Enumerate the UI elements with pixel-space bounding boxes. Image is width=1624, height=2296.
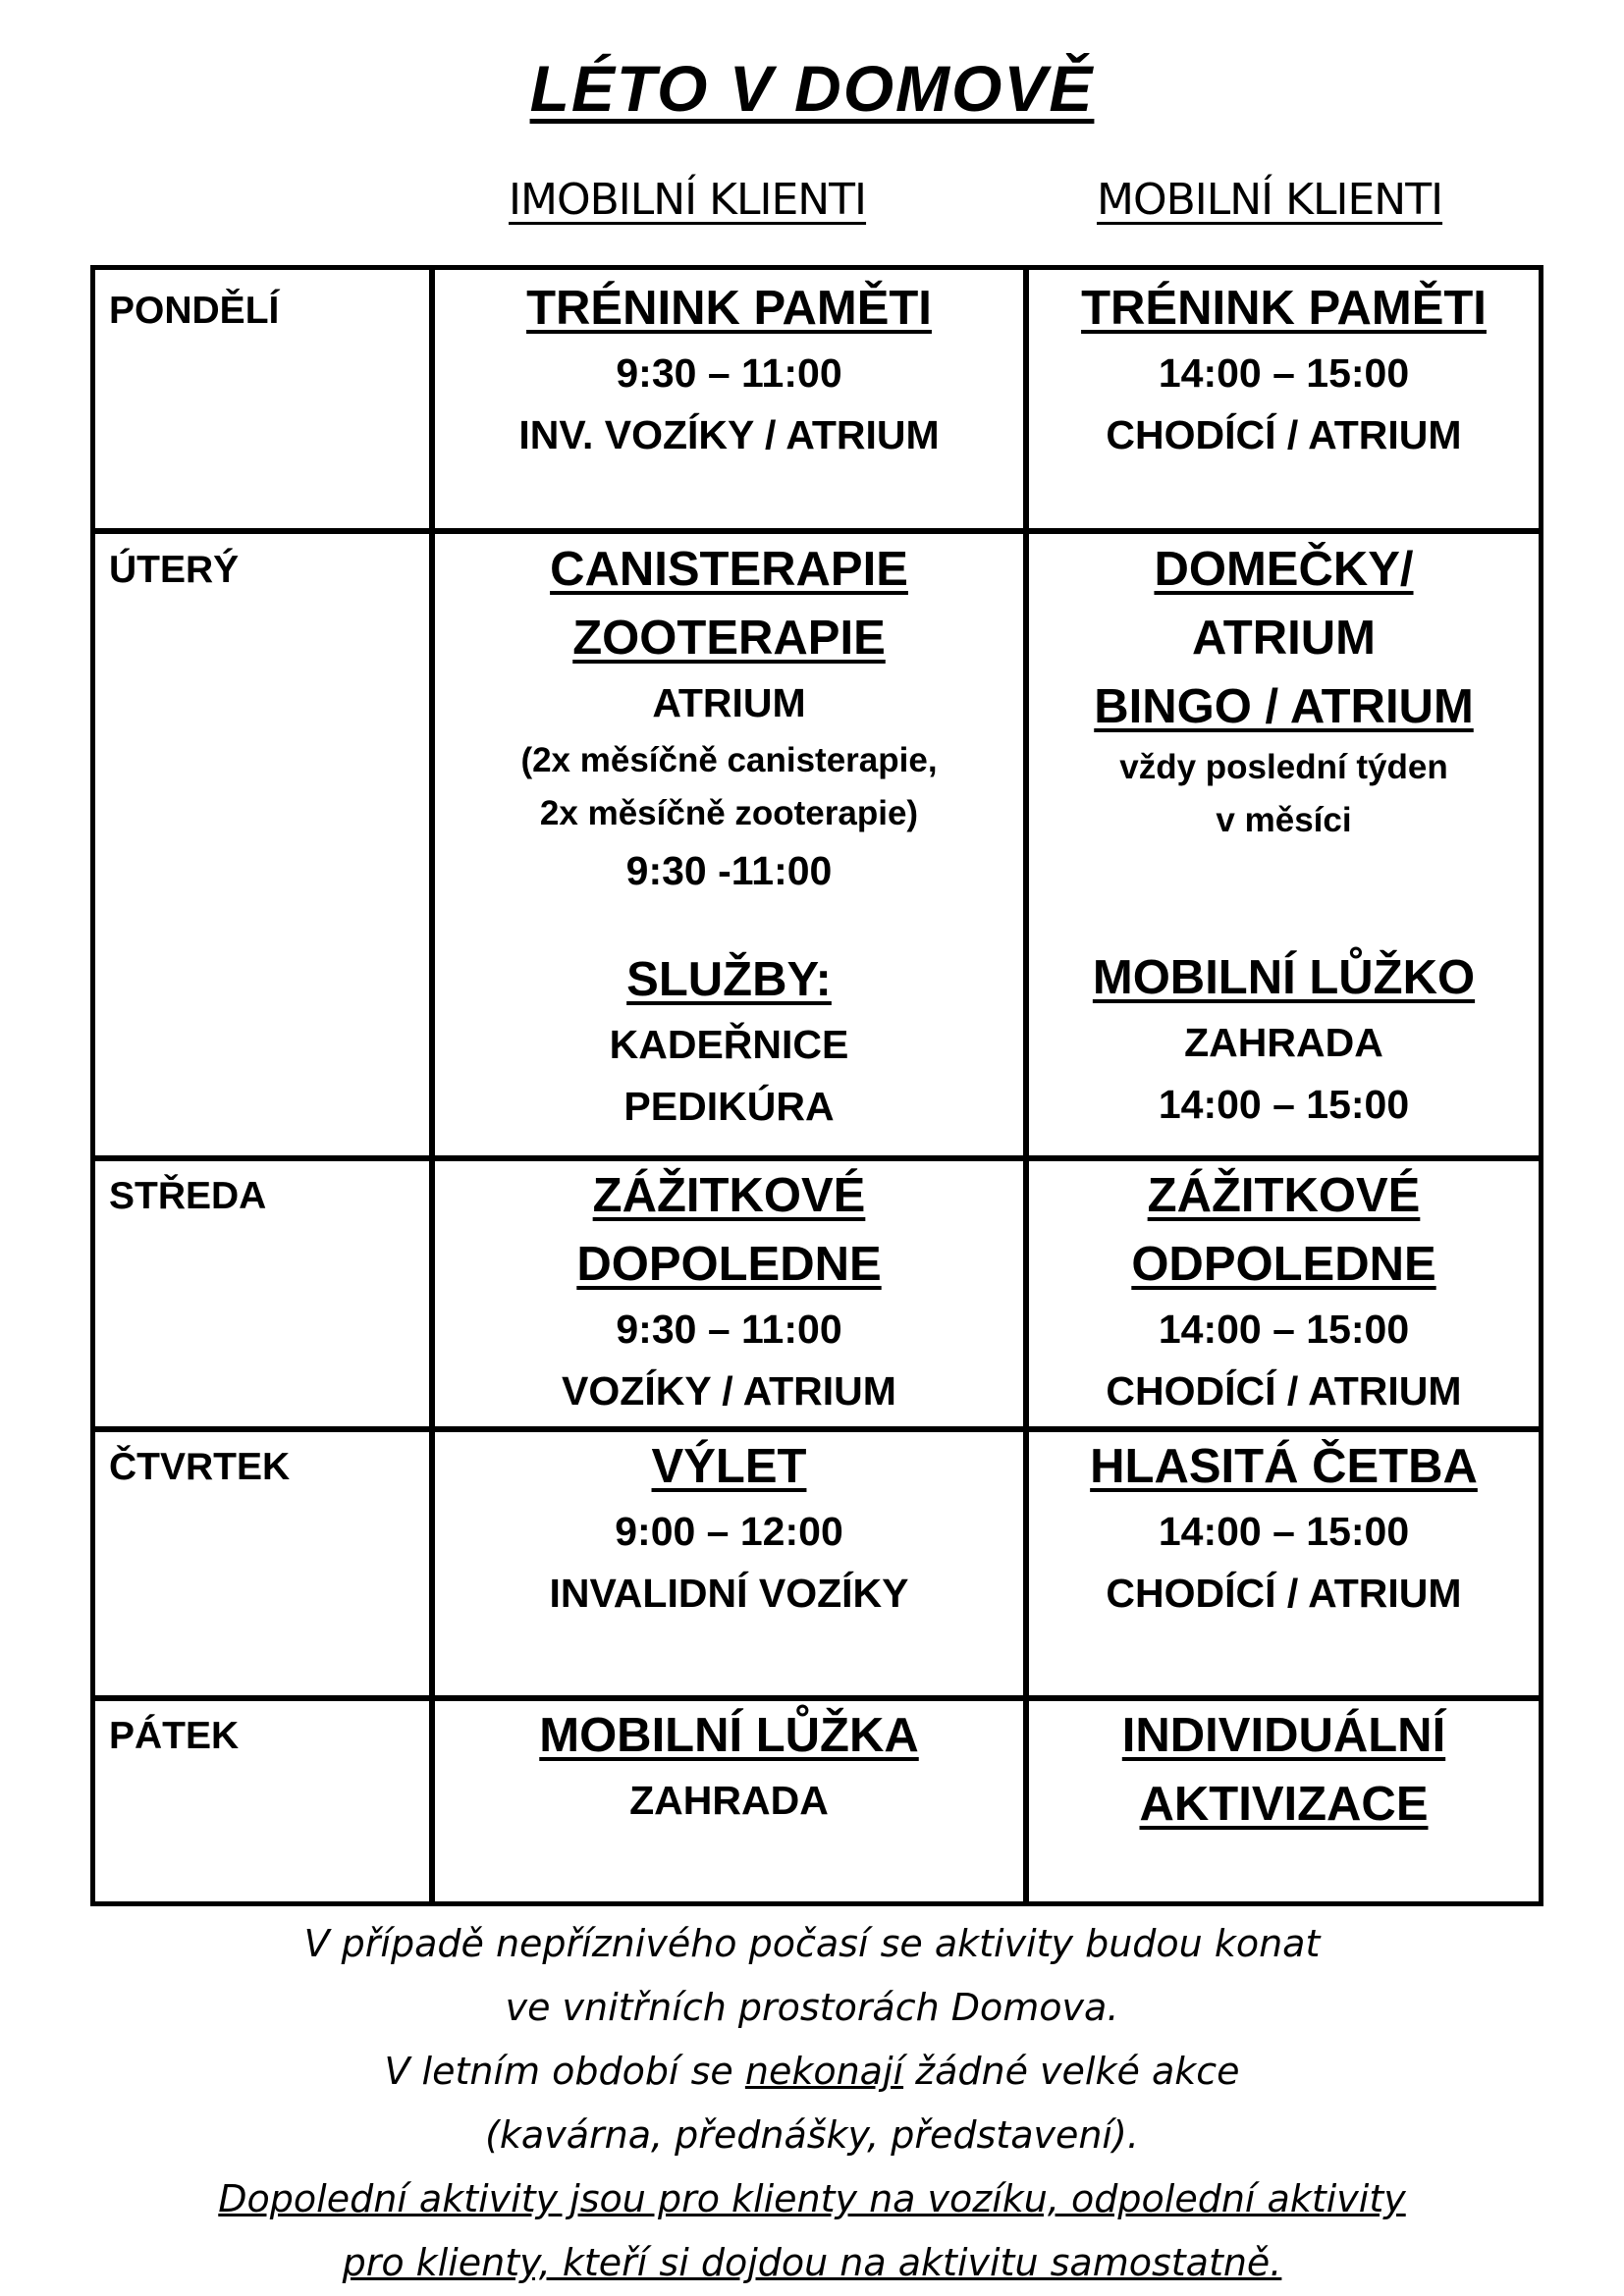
activity-title: INDIVIDUÁLNÍ — [1121, 1709, 1446, 1762]
activity-time: 9:00 – 12:00 — [615, 1509, 843, 1554]
activity-note: 2x měsíčně zooterapie) — [539, 794, 919, 832]
cell-thursday-immobile — [435, 1432, 1023, 1625]
footer-line: V případě nepříznivého počasí se aktivity budou konat — [303, 1922, 1321, 1965]
activity-title: TRÉNINK PAMĚTI — [526, 282, 932, 335]
day-label-wednesday: STŘEDA — [109, 1175, 267, 1217]
activity-title: AKTIVIZACE — [1139, 1778, 1429, 1831]
services-title: SLUŽBY: — [626, 953, 832, 1006]
activity-time: 14:00 – 15:00 — [1158, 1509, 1410, 1554]
activity-title: BINGO / ATRIUM — [1094, 680, 1474, 733]
activity-place: INV. VOZÍKY / ATRIUM — [518, 412, 940, 457]
cell-friday-immobile — [435, 1701, 1023, 1832]
activity-title: MOBILNÍ LŮŽKO — [1092, 951, 1476, 1004]
activity-title: DOMEČKY/ — [1154, 543, 1414, 596]
activity-place: ATRIUM — [652, 680, 806, 725]
activity-title: ODPOLEDNE — [1131, 1238, 1436, 1291]
cell-wednesday-mobile — [1029, 1161, 1539, 1422]
activity-place: VOZÍKY / ATRIUM — [562, 1368, 896, 1414]
activity-time: 9:30 -11:00 — [625, 848, 833, 893]
activity-title: ZÁŽITKOVÉ — [592, 1169, 866, 1222]
activity-title: DOPOLEDNE — [576, 1238, 882, 1291]
activity-place: CHODÍCÍ / ATRIUM — [1106, 412, 1462, 457]
activity-note: vždy poslední týden — [1119, 748, 1448, 786]
activity-title: CANISTERAPIE — [550, 543, 908, 596]
activity-note: v měsíci — [1216, 801, 1352, 839]
activity-title: ZÁŽITKOVÉ — [1147, 1169, 1421, 1222]
activity-time: 14:00 – 15:00 — [1158, 1082, 1410, 1127]
activity-note: (2x měsíčně canisterapie, — [520, 741, 938, 779]
cell-wednesday-immobile — [435, 1161, 1023, 1422]
activity-place: CHODÍCÍ / ATRIUM — [1106, 1571, 1462, 1616]
cell-thursday-mobile — [1029, 1432, 1539, 1625]
column-header-mobile: MOBILNÍ KLIENTI — [1097, 175, 1443, 225]
footer-text: žádné velké akce — [903, 2050, 1240, 2093]
cell-tuesday-immobile — [435, 535, 1023, 1138]
day-label-friday: PÁTEK — [109, 1715, 240, 1757]
activity-place: INVALIDNÍ VOZÍKY — [549, 1571, 909, 1616]
day-label-tuesday: ÚTERÝ — [109, 549, 240, 591]
column-header-immobile: IMOBILNÍ KLIENTI — [509, 175, 867, 225]
page-title: LÉTO V DOMOVĚ — [529, 52, 1095, 125]
footer-line — [0, 2040, 1624, 2104]
activity-title: MOBILNÍ LŮŽKA — [539, 1709, 919, 1762]
activity-title: TRÉNINK PAMĚTI — [1081, 282, 1487, 335]
activity-place: ZAHRADA — [1184, 1020, 1383, 1065]
footer-line: ve vnitřních prostorách Domova. — [505, 1986, 1119, 2029]
cell-tuesday-mobile — [1029, 535, 1539, 1136]
footer-text: V letním období se — [384, 2050, 745, 2093]
footer-line: (kavárna, přednášky, představení). — [485, 2113, 1139, 2157]
activity-place: CHODÍCÍ / ATRIUM — [1106, 1368, 1462, 1414]
activity-title: HLASITÁ ČETBA — [1090, 1440, 1478, 1493]
footer-emphasis: nekonají — [744, 2050, 904, 2093]
footer-line-underlined: Dopolední aktivity jsou pro klienty na vozíku, odpolední aktivity — [218, 2177, 1406, 2220]
service-item: KADEŘNICE — [609, 1022, 849, 1067]
schedule-table — [90, 265, 1543, 1906]
activity-time: 14:00 – 15:00 — [1158, 1307, 1410, 1352]
activity-place: ATRIUM — [1192, 612, 1376, 665]
service-item: PEDIKÚRA — [623, 1084, 835, 1129]
footer-notes — [0, 1912, 1624, 2295]
row-divider — [95, 528, 1539, 534]
activity-title: VÝLET — [651, 1440, 807, 1493]
activity-time: 9:30 – 11:00 — [616, 1307, 842, 1352]
footer-line-underlined: pro klienty, kteří si dojdou na aktivitu samostatně. — [342, 2241, 1282, 2284]
cell-monday-mobile — [1029, 274, 1539, 466]
activity-time: 9:30 – 11:00 — [616, 350, 842, 396]
day-label-thursday: ČTVRTEK — [109, 1446, 291, 1488]
activity-time: 14:00 – 15:00 — [1158, 350, 1410, 396]
activity-title: ZOOTERAPIE — [572, 612, 886, 665]
cell-friday-mobile — [1029, 1701, 1539, 1839]
cell-monday-immobile — [435, 274, 1023, 466]
day-label-monday: PONDĚLÍ — [109, 290, 280, 332]
activity-place: ZAHRADA — [629, 1778, 829, 1823]
